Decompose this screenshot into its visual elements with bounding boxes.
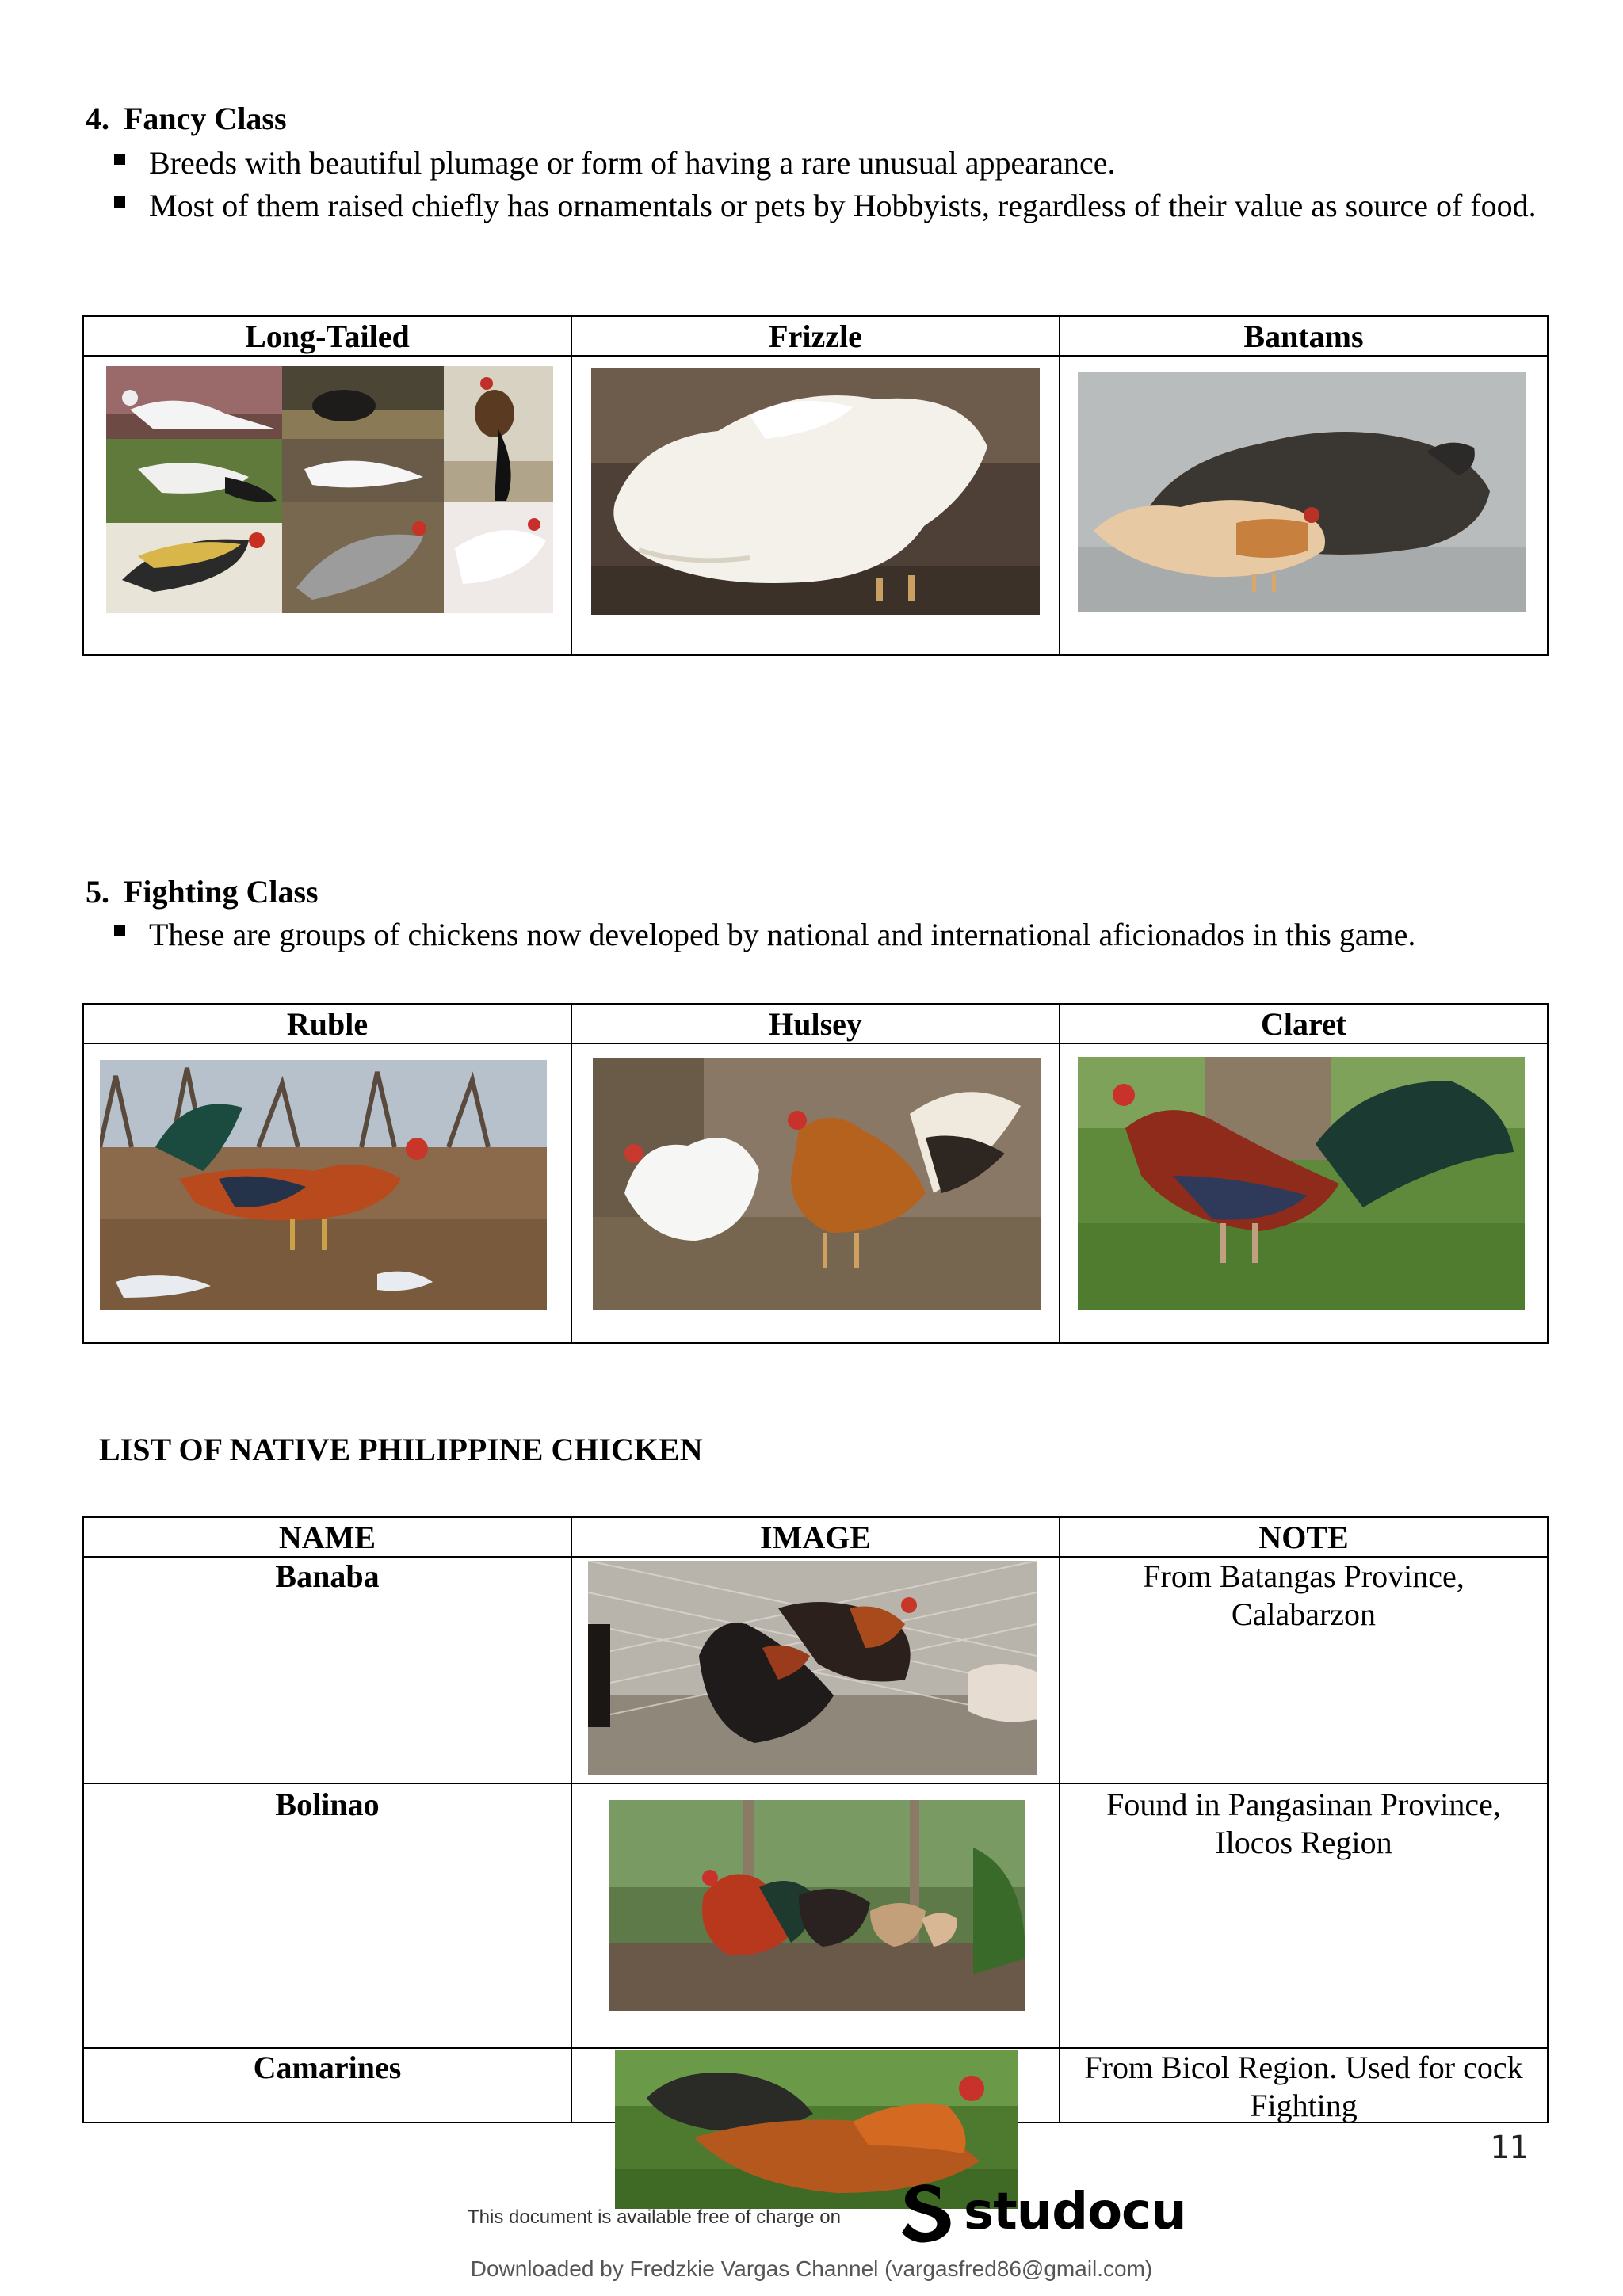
column-header-note: NOTE <box>1258 1520 1349 1555</box>
studocu-wordmark: studocu <box>964 2183 1186 2241</box>
breed-name-banaba: Banaba <box>275 1558 380 1594</box>
breed-name-camarines: Camarines <box>253 2050 402 2085</box>
bolinao-photo <box>609 1800 1025 2011</box>
banaba-photo <box>588 1561 1037 1775</box>
table-divider <box>1059 317 1060 654</box>
column-header: Frizzle <box>769 318 862 354</box>
table-divider <box>571 317 572 654</box>
note-line: Found in Pangasinan Province, <box>1106 1787 1501 1822</box>
column-header: Ruble <box>286 1006 369 1042</box>
note-line: Calabarzon <box>1231 1596 1377 1632</box>
bullet-square-icon <box>114 196 125 208</box>
column-header: Long-Tailed <box>245 318 410 354</box>
column-header: Claret <box>1260 1006 1347 1042</box>
table-divider <box>571 1518 572 2122</box>
bullet-text: Breeds with beautiful plumage or form of having a rare unusual appearance. <box>149 145 1116 181</box>
breed-note <box>1060 2049 1547 2125</box>
column-header-name: NAME <box>278 1520 376 1555</box>
studocu-brand[interactable] <box>896 2180 1186 2244</box>
ruble-photo <box>100 1060 547 1310</box>
note-line: From Bicol Region. Used for cock <box>1084 2050 1523 2085</box>
section-title-fighting <box>86 873 319 911</box>
breed-name-bolinao: Bolinao <box>275 1787 380 1822</box>
bantams-photo <box>1078 372 1526 612</box>
bullet-square-icon <box>114 925 125 936</box>
long-tailed-photo <box>106 366 553 613</box>
section-number: 4. <box>86 101 109 136</box>
footer-available-text: This document is available free of charge on <box>468 2206 841 2228</box>
footer-downloaded-text: Downloaded by Fredzkie Vargas Channel (vargasfred86@gmail.com) <box>470 2256 1153 2281</box>
page-number: 11 <box>1490 2130 1529 2166</box>
bullet-square-icon <box>114 154 125 165</box>
table-divider <box>84 1783 1547 1784</box>
section-title-text: Fancy Class <box>124 101 287 136</box>
frizzle-photo <box>591 368 1040 615</box>
section-title-text: Fighting Class <box>124 874 319 910</box>
column-header: Bantams <box>1243 318 1364 354</box>
bullet-item <box>149 184 1544 228</box>
breed-note <box>1060 1558 1547 1634</box>
bullet-item <box>149 141 1544 185</box>
hulsey-photo <box>593 1058 1041 1310</box>
breed-note <box>1060 1786 1547 1862</box>
table-divider <box>1059 1005 1060 1342</box>
section-number: 5. <box>86 874 109 910</box>
table-divider <box>571 1005 572 1342</box>
note-line: Ilocos Region <box>1215 1825 1392 1860</box>
section-title-fancy <box>86 100 287 138</box>
column-header: Hulsey <box>769 1006 862 1042</box>
bullet-item <box>149 913 1544 957</box>
claret-photo <box>1078 1057 1525 1310</box>
bullet-text: These are groups of chickens now developed by national and international aficionados in this game. <box>149 917 1416 952</box>
native-list-heading: LIST OF NATIVE PHILIPPINE CHICKEN <box>99 1432 703 1467</box>
bullet-text: Most of them raised chiefly has ornamentals or pets by Hobbyists, regardless of their value as source of food. <box>149 188 1537 223</box>
note-line: From Batangas Province, <box>1143 1558 1465 1594</box>
column-header-image: IMAGE <box>760 1520 871 1555</box>
note-line: Fighting <box>1250 2088 1358 2123</box>
studocu-logo-icon <box>896 2180 959 2244</box>
